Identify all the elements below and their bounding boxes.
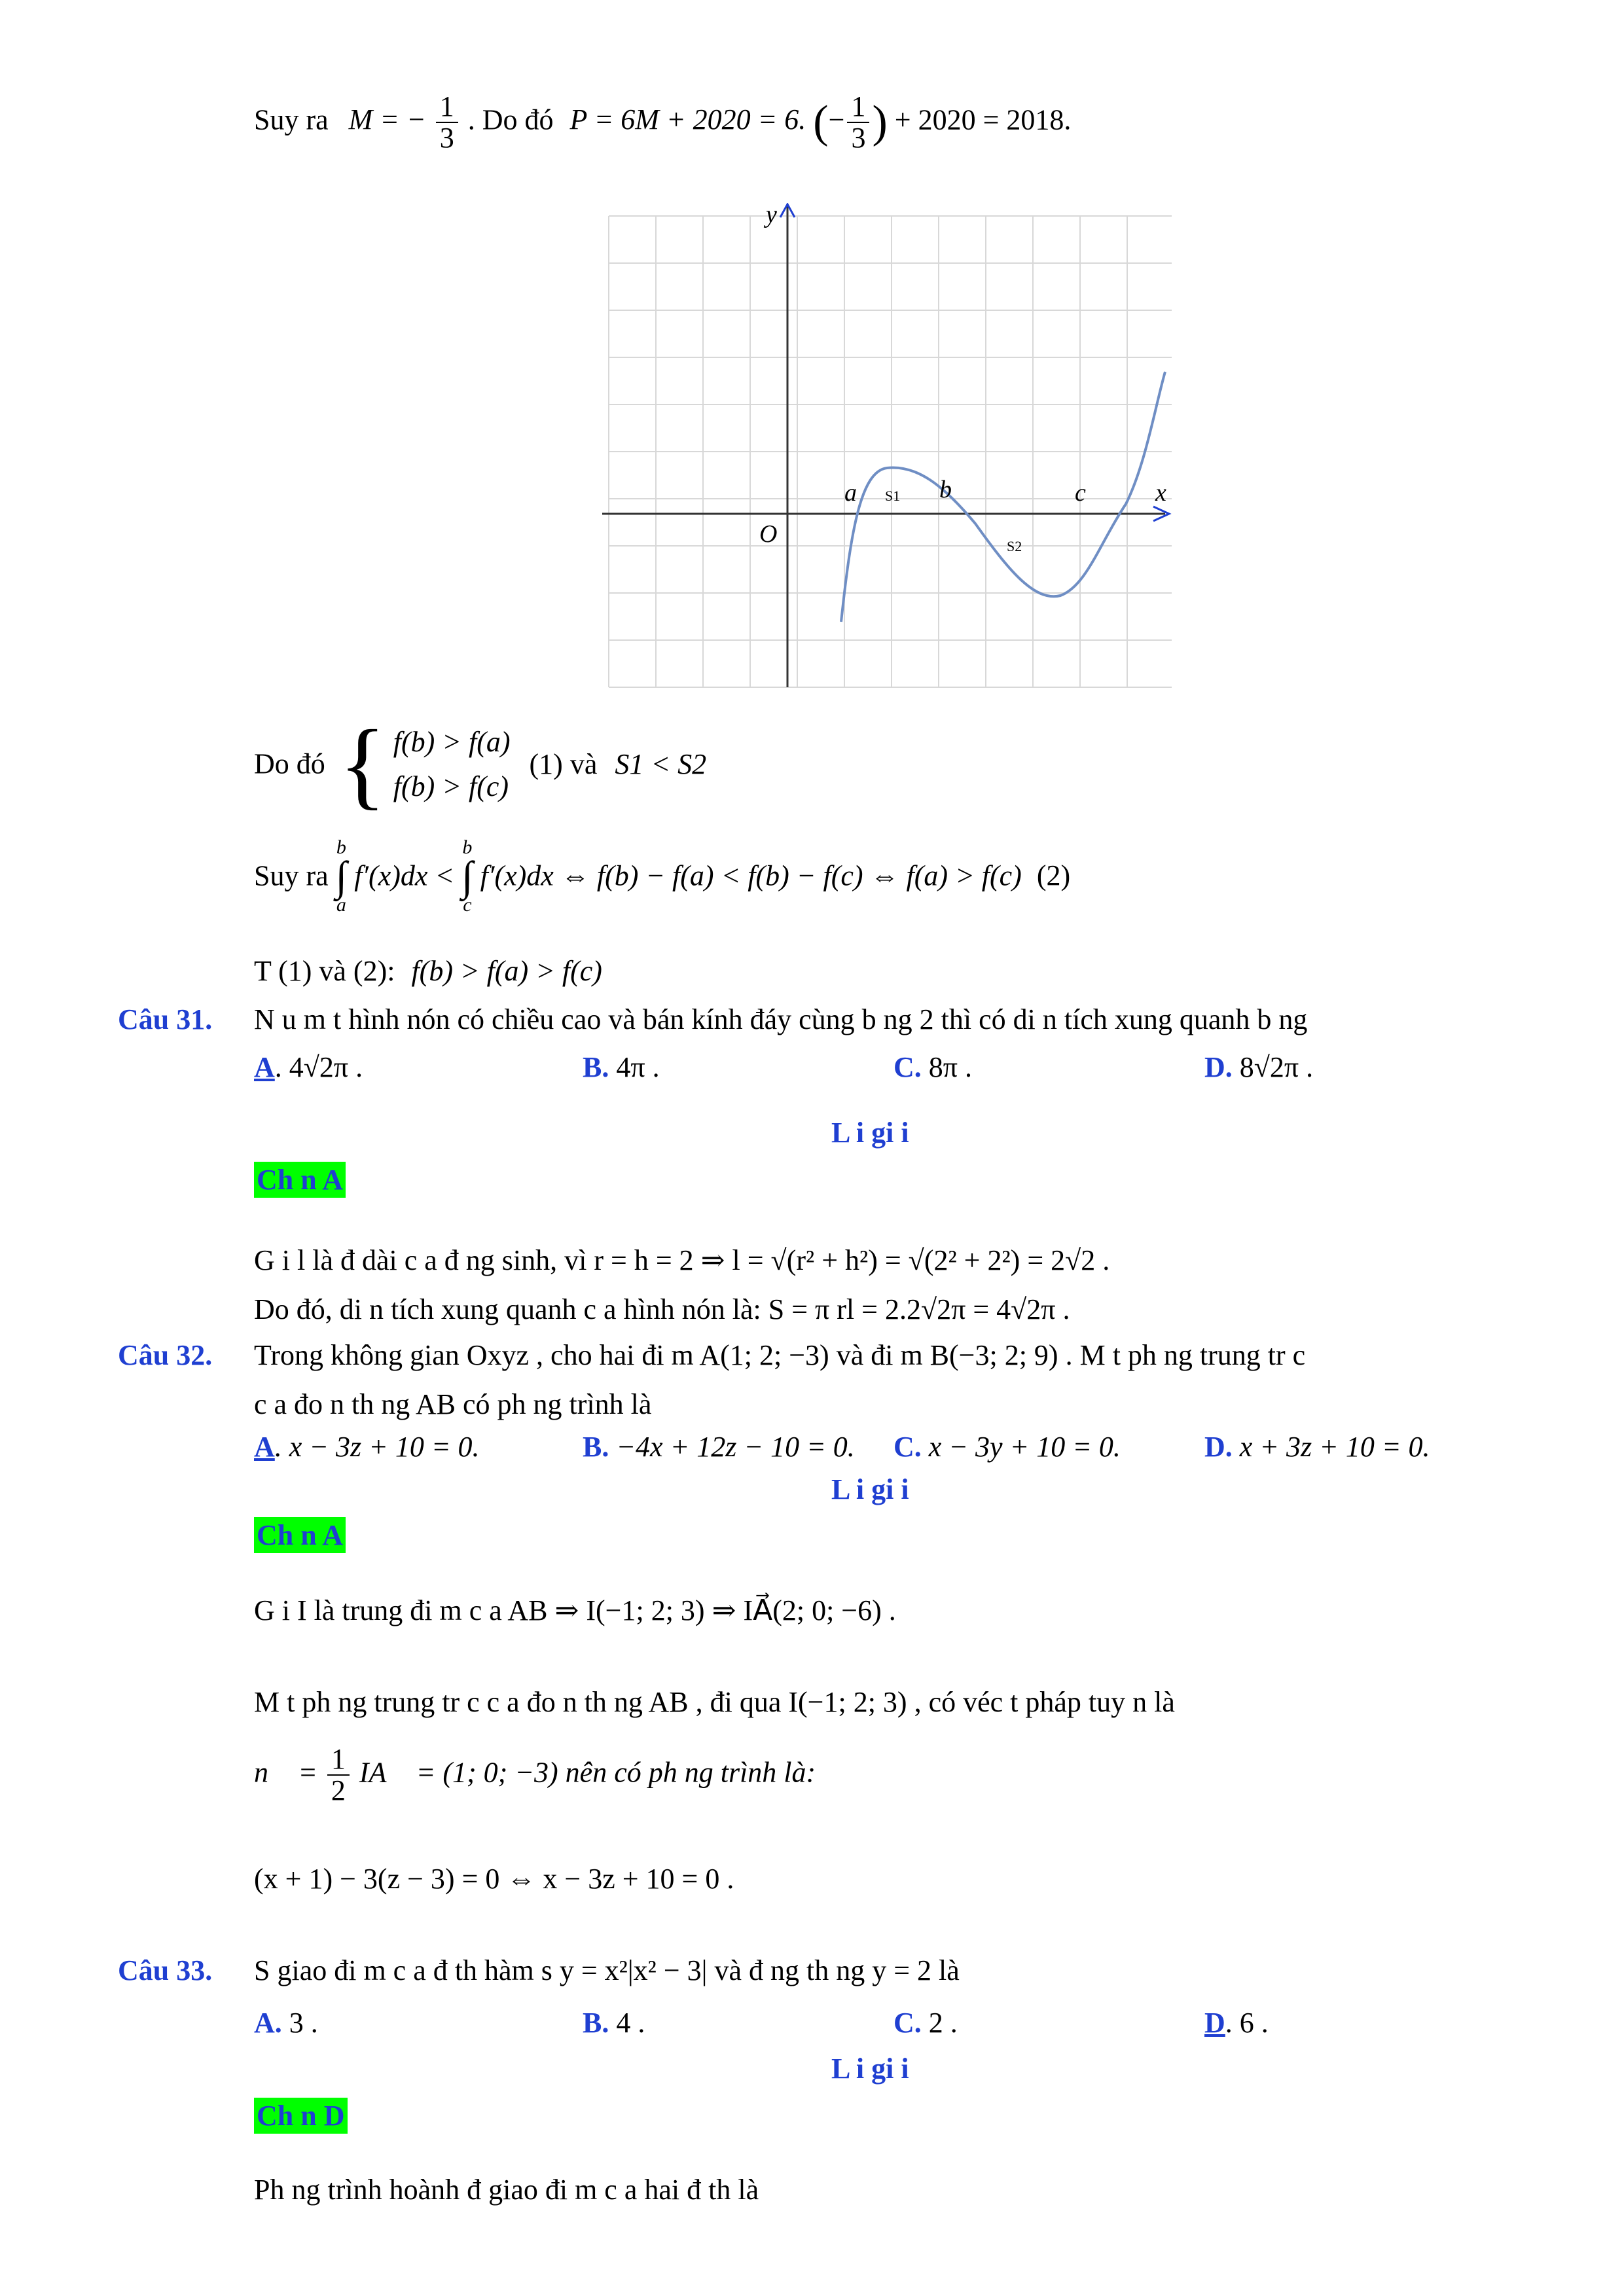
intro-fraction-2	[847, 92, 869, 153]
system-s-ineq: S1 < S2	[615, 747, 707, 780]
q31-option-c[interactable]	[893, 1050, 972, 1085]
q32-sol3-post: IA⃗ = (1; 0; −3) nên có ph ng trình là:	[359, 1756, 816, 1789]
label-y: y	[766, 203, 777, 228]
integral-1-sign: ∫	[335, 853, 348, 899]
system-line	[254, 706, 706, 823]
integral-1-top: b	[336, 836, 346, 858]
q33-option-c[interactable]	[893, 2006, 958, 2041]
q33-option-d[interactable]	[1204, 2006, 1269, 2041]
system-tail: (1) và	[529, 747, 598, 780]
q32-sol3-den: 2	[331, 1774, 346, 1807]
q32-number: Câu 32.	[118, 1339, 213, 1371]
integral-eq-2: (2)	[1036, 859, 1071, 892]
intro-paren-close: )	[872, 97, 888, 148]
q31-solution-1: G i l là đ dài c a đ ng sinh, vì r = h = 2 ⇒ l = √(r² + h²) = √(2² + 2²) = 2√2 .	[254, 1244, 1110, 1276]
integral-suy-ra: Suy ra	[254, 859, 329, 892]
q31-option-d[interactable]	[1204, 1050, 1313, 1085]
intro-p-inner: −	[828, 103, 845, 136]
label-s2: S2	[1007, 538, 1022, 554]
q32-solution-title: L i gi i	[831, 1473, 909, 1505]
q31-solution-2: Do đó, di n tích xung quanh c a hình nón là: S = π rl = 2.2√2π = 4√2π .	[254, 1293, 1070, 1325]
system-eq-2: f(b) > f(c)	[393, 770, 509, 802]
q31-option-d-label: D.	[1204, 1051, 1233, 1083]
conclusion-expr: f(b) > f(a) > f(c)	[411, 955, 602, 987]
q32-option-d-text: x + 3z + 10 = 0.	[1239, 1431, 1430, 1463]
label-origin: O	[759, 520, 778, 548]
q33-solution-1: Ph ng trình hoành đ giao đi m c a hai đ th là	[254, 2174, 759, 2206]
q33-option-d-text: . 6 .	[1225, 2007, 1269, 2039]
q33-chon: Ch n D	[254, 2098, 348, 2134]
q33-option-b-label: B.	[583, 2007, 609, 2039]
integral-line	[254, 838, 1070, 915]
q31-number: Câu 31.	[118, 1003, 213, 1035]
q33-option-d-label: D	[1204, 2007, 1225, 2039]
q32-solution-4: (x + 1) − 3(z − 3) = 0 ⇔ x − 3z + 10 = 0 .	[254, 1863, 734, 1895]
system-do-do: Do đó	[254, 747, 325, 780]
q32-stem-1: Trong không gian Oxyz , cho hai đi m A(1; 2; −3) và đi m B(−3; 2; 9) . M t ph ng trung tr c	[254, 1339, 1306, 1371]
q31-option-c-label: C.	[893, 1051, 922, 1083]
intro-m-lhs: M = −	[348, 103, 426, 136]
q32-sol3-pre: n⃗ =	[254, 1756, 317, 1789]
q31-option-b[interactable]	[583, 1050, 660, 1085]
graph-grid	[609, 216, 1172, 687]
q33-option-a[interactable]	[254, 2006, 318, 2041]
label-a: a	[844, 479, 857, 507]
integral-1-bottom: a	[336, 893, 346, 916]
q32-sol3-num: 1	[327, 1744, 350, 1776]
intro-frac2-num: 1	[847, 92, 869, 123]
integral-2	[461, 838, 473, 915]
label-c: c	[1075, 479, 1086, 507]
q32-option-a[interactable]	[254, 1430, 480, 1465]
q32-option-b-label: B.	[583, 1431, 609, 1463]
integral-2-top: b	[462, 836, 473, 858]
q31-option-a-label: A	[254, 1051, 275, 1083]
intro-suy-ra: Suy ra	[254, 103, 329, 136]
q32-solution-2: M t ph ng trung tr c c a đo n th ng AB , đi qua I(−1; 2; 3) , có véc t pháp tuy n là	[254, 1686, 1175, 1718]
q32-solution-3	[254, 1744, 816, 1806]
label-x: x	[1155, 479, 1166, 507]
intro-p-expr: P = 6M + 2020 = 6.	[569, 103, 806, 136]
integral-2-sign: ∫	[461, 853, 473, 899]
intro-p-tail: + 2020 = 2018.	[894, 103, 1072, 136]
intro-line	[254, 92, 1071, 153]
integral-body-2: f′(x)dx ⇔ f(b) − f(a) < f(b) − f(c) ⇔ f(a) > f(c)	[480, 859, 1022, 892]
q31-chon: Ch n A	[254, 1162, 346, 1198]
intro-frac2-den: 3	[851, 122, 866, 154]
q33-option-c-text: 2 .	[928, 2007, 958, 2039]
q33-option-b-text: 4 .	[616, 2007, 645, 2039]
q32-sol3-fraction	[327, 1744, 350, 1806]
integral-2-bottom: c	[463, 893, 472, 916]
q33-number: Câu 33.	[118, 1954, 213, 1986]
q31-option-a-text: . 4√2π .	[274, 1051, 363, 1083]
q32-option-b-text: −4x + 12z − 10 = 0.	[616, 1431, 855, 1463]
q32-solution-1: G i I là trung đi m c a AB ⇒ I(−1; 2; 3) ⇒ IA⃗(2; 0; −6) .	[254, 1594, 896, 1626]
q33-stem: S giao đi m c a đ th hàm s y = x²|x² − 3| và đ ng th ng y = 2 là	[254, 1954, 960, 1986]
q33-option-b[interactable]	[583, 2006, 645, 2041]
label-s1: S1	[885, 488, 901, 504]
system-eq-1: f(b) > f(a)	[393, 725, 511, 758]
conclusion-line	[254, 954, 602, 989]
integral-body-1: f′(x)dx <	[354, 859, 455, 892]
q32-option-d[interactable]	[1204, 1430, 1430, 1465]
q32-chon: Ch n A	[254, 1517, 346, 1553]
q33-option-a-text: 3 .	[289, 2007, 318, 2039]
q31-option-b-label: B.	[583, 1051, 609, 1083]
q31-stem: N u m t hình nón có chiều cao và bán kính đáy cùng b ng 2 thì có di n tích xung quanh b ng	[254, 1003, 1308, 1035]
q32-option-c[interactable]	[893, 1430, 1121, 1465]
q31-option-a[interactable]	[254, 1050, 363, 1085]
label-b: b	[939, 476, 952, 503]
q32-option-b[interactable]	[583, 1430, 855, 1465]
q32-option-d-label: D.	[1204, 1431, 1233, 1463]
system-equations	[393, 720, 511, 809]
intro-paren-open: (	[813, 97, 829, 148]
integral-1	[336, 838, 348, 915]
q32-option-a-text: . x − 3z + 10 = 0.	[274, 1431, 480, 1463]
q33-option-a-label: A.	[254, 2007, 282, 2039]
q32-option-c-label: C.	[893, 1431, 922, 1463]
intro-do-do: . Do đó	[467, 103, 554, 136]
intro-fraction	[436, 92, 458, 153]
q32-stem-2: c a đo n th ng AB có ph ng trình là	[254, 1388, 652, 1420]
q32-option-a-label: A	[254, 1431, 275, 1463]
intro-frac-den: 3	[439, 122, 454, 154]
intro-frac-num: 1	[436, 92, 458, 123]
function-graph	[602, 203, 1178, 700]
q31-solution-title: L i gi i	[831, 1117, 909, 1149]
q31-option-d-text: 8√2π .	[1239, 1051, 1314, 1083]
q33-solution-title: L i gi i	[831, 2053, 909, 2085]
q31-option-c-text: 8π .	[928, 1051, 972, 1083]
q32-option-c-text: x − 3y + 10 = 0.	[928, 1431, 1121, 1463]
q31-option-b-text: 4π .	[616, 1051, 660, 1083]
conclusion-label: T (1) và (2):	[254, 955, 395, 987]
system-brace: {	[338, 710, 386, 819]
q33-option-c-label: C.	[893, 2007, 922, 2039]
